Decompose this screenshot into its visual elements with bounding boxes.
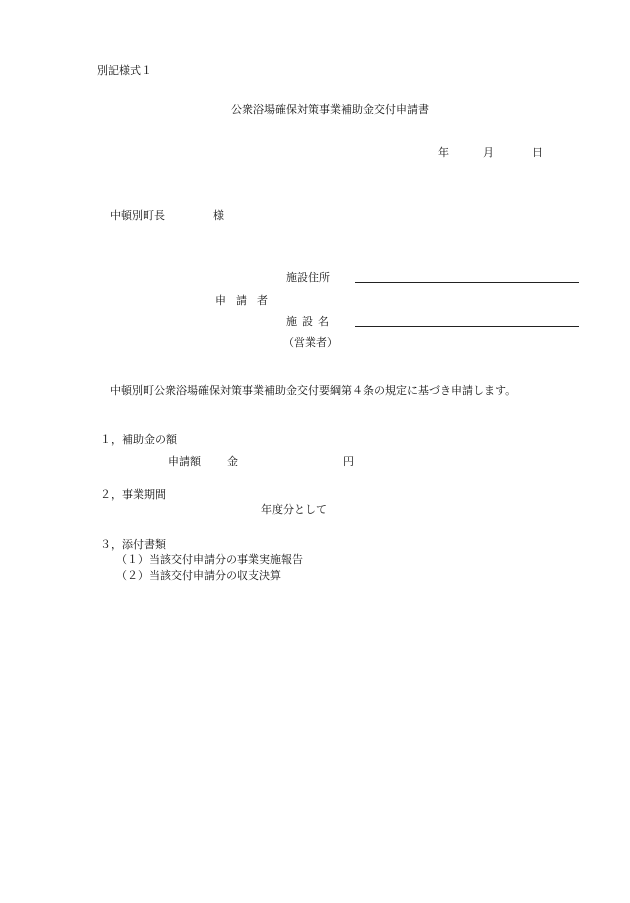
applicant-label: 申請者 xyxy=(215,294,278,307)
section-period-heading: ２，事業期間 xyxy=(100,488,166,501)
facility-address-field-line[interactable] xyxy=(355,282,579,283)
attachment-item: （２）当該交付申請分の収支決算 xyxy=(116,569,281,582)
facility-name-field-line[interactable] xyxy=(355,326,579,327)
subsidy-amount-label: 申請額 xyxy=(168,455,201,468)
addressee-name: 中頓別町長 xyxy=(110,209,165,222)
application-statement: 中頓別町公衆浴場確保対策事業補助金交付要綱第４条の規定に基づき申請します。 xyxy=(110,384,517,397)
document-title: 公衆浴場確保対策事業補助金交付申請書 xyxy=(231,103,429,116)
subsidy-amount-prefix: 金 xyxy=(227,455,238,468)
section-attachments-heading: ３，添付書類 xyxy=(100,538,166,551)
subsidy-amount-unit: 円 xyxy=(343,455,354,468)
date-month-label: 月 xyxy=(483,146,494,159)
date-year-label: 年 xyxy=(438,146,449,159)
operator-label: （営業者） xyxy=(283,336,338,349)
attachment-item: （１）当該交付申請分の事業実施報告 xyxy=(116,553,303,566)
facility-name-label: 施設名 xyxy=(286,315,334,328)
period-text: 年度分として xyxy=(261,503,327,516)
section-subsidy-heading: １，補助金の額 xyxy=(100,433,177,446)
form-number: 別記様式１ xyxy=(97,64,152,77)
addressee-suffix: 様 xyxy=(213,209,224,222)
date-day-label: 日 xyxy=(532,146,543,159)
facility-address-label: 施設住所 xyxy=(286,271,330,284)
